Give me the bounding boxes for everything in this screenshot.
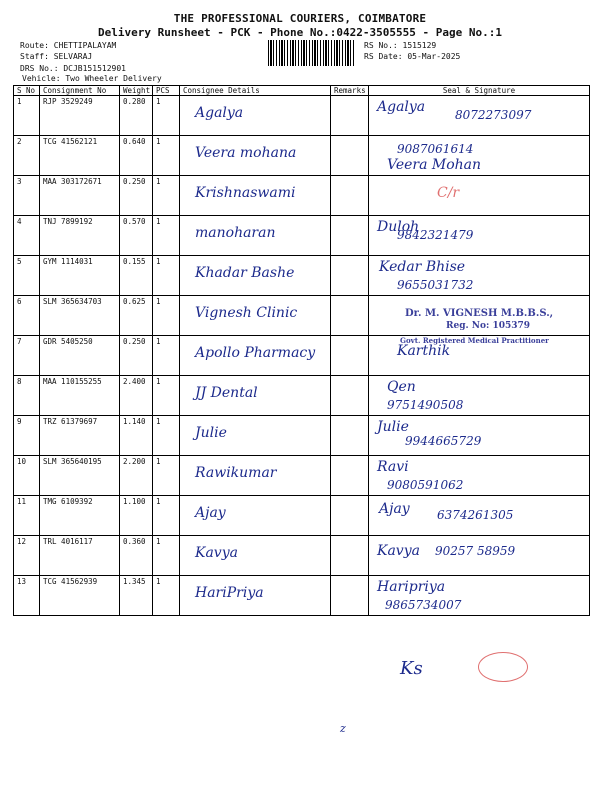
signature-phone: 9655031732: [397, 278, 474, 292]
cell-pcs: 1: [153, 136, 180, 176]
cell-consignment: TMG 6109392: [40, 496, 120, 536]
cell-pcs: 1: [153, 256, 180, 296]
consignee-handwriting: Vignesh Clinic: [195, 305, 298, 321]
cell-consignment: TNJ 7899192: [40, 216, 120, 256]
col-pcs: PCS: [153, 86, 180, 96]
cell-pcs: 1: [153, 576, 180, 616]
col-consignee: Consignee Details: [180, 86, 331, 96]
rs-date: RS Date: 05-Mar-2025: [364, 52, 461, 61]
cell-signature: [369, 136, 590, 176]
cell-sno: 6: [14, 296, 40, 336]
cell-weight: 2.400: [120, 376, 153, 416]
signature-handwriting: Karthik: [397, 343, 451, 359]
signature-handwriting: Ajay: [379, 501, 410, 517]
consignee-handwriting: Krishnaswami: [195, 185, 296, 201]
runsheet-table: [13, 85, 590, 616]
cell-signature: [369, 216, 590, 256]
table-row: [14, 456, 590, 496]
col-signature: Seal & Signature: [369, 86, 590, 96]
signature-handwriting: Agalya: [377, 99, 426, 115]
signature-handwriting: Qen: [387, 379, 416, 395]
cell-remarks: [331, 416, 369, 456]
table-row: [14, 256, 590, 296]
cell-sno: 10: [14, 456, 40, 496]
cell-sno: 5: [14, 256, 40, 296]
consignee-handwriting: Veera mohana: [195, 145, 297, 161]
signature-handwriting: Kavya: [377, 543, 420, 559]
col-consignment: Consignment No: [40, 86, 120, 96]
signature-phone: 9087061614: [397, 142, 474, 156]
cell-signature: [369, 576, 590, 616]
table-row: [14, 96, 590, 136]
consignee-handwriting: Rawikumar: [195, 465, 277, 481]
cell-remarks: [331, 376, 369, 416]
signature-handwriting: Julie: [377, 419, 409, 435]
col-sno: S No: [14, 86, 40, 96]
signature-phone: 9751490508: [387, 398, 464, 412]
consignee-handwriting: HariPriya: [195, 585, 264, 601]
consignee-handwriting: Kavya: [195, 545, 238, 561]
cell-consignment: GDR 5405250: [40, 336, 120, 376]
table-row: [14, 576, 590, 616]
consignee-handwriting: Julie: [195, 425, 227, 441]
cell-consignee: [180, 536, 331, 576]
consignee-handwriting: Khadar Bashe: [195, 265, 295, 281]
signature-phone: 9944665729: [405, 434, 482, 448]
cell-pcs: 1: [153, 296, 180, 336]
cell-consignee: [180, 576, 331, 616]
cell-consignee: [180, 96, 331, 136]
signature-handwriting: Duloh: [377, 219, 420, 235]
vehicle-label: Vehicle: Two Wheeler Delivery: [22, 74, 162, 83]
table-row: [14, 416, 590, 456]
table-row: [14, 376, 590, 416]
stamp-name: Dr. M. VIGNESH M.B.B.S.,: [405, 308, 554, 319]
cell-consignee: [180, 176, 331, 216]
cell-consignment: MAA 303172671: [40, 176, 120, 216]
col-remarks: Remarks: [331, 86, 369, 96]
cell-signature: [369, 456, 590, 496]
cell-consignee: [180, 456, 331, 496]
footer-initials: Ks: [400, 658, 423, 679]
cell-remarks: [331, 296, 369, 336]
cell-sno: 4: [14, 216, 40, 256]
cell-sno: 13: [14, 576, 40, 616]
cell-pcs: 1: [153, 216, 180, 256]
table-row: [14, 496, 590, 536]
red-ink-mark: [478, 652, 528, 682]
signature-handwriting: C/r: [437, 185, 460, 201]
table-row: [14, 176, 590, 216]
signature-handwriting: Veera Mohan: [387, 157, 482, 173]
cell-remarks: [331, 336, 369, 376]
cell-sno: 8: [14, 376, 40, 416]
cell-consignment: SLM 365634703: [40, 296, 120, 336]
cell-consignment: RJP 3529249: [40, 96, 120, 136]
cell-pcs: 1: [153, 336, 180, 376]
cell-consignment: SLM 365640195: [40, 456, 120, 496]
cell-consignee: [180, 376, 331, 416]
cell-sno: 12: [14, 536, 40, 576]
cell-consignee: [180, 296, 331, 336]
cell-consignment: TCG 41562939: [40, 576, 120, 616]
cell-signature: [369, 536, 590, 576]
cell-pcs: 1: [153, 416, 180, 456]
cell-remarks: [331, 456, 369, 496]
cell-consignee: [180, 336, 331, 376]
cell-pcs: 1: [153, 176, 180, 216]
cell-signature: [369, 176, 590, 216]
cell-weight: 1.100: [120, 496, 153, 536]
cell-remarks: [331, 176, 369, 216]
consignee-handwriting: JJ Dental: [195, 385, 258, 401]
cell-sno: 3: [14, 176, 40, 216]
cell-weight: 0.155: [120, 256, 153, 296]
cell-sno: 2: [14, 136, 40, 176]
cell-weight: 2.200: [120, 456, 153, 496]
rs-number: RS No.: 1515129: [364, 41, 437, 50]
cell-sno: 7: [14, 336, 40, 376]
cell-remarks: [331, 576, 369, 616]
footer-mark: z: [340, 722, 346, 735]
cell-consignment: TRL 4016117: [40, 536, 120, 576]
signature-phone: 6374261305: [437, 508, 514, 522]
cell-consignment: MAA 110155255: [40, 376, 120, 416]
cell-remarks: [331, 136, 369, 176]
cell-consignment: TRZ 61379697: [40, 416, 120, 456]
signature-handwriting: Kedar Bhise: [379, 259, 466, 275]
cell-weight: 1.345: [120, 576, 153, 616]
cell-signature: [369, 96, 590, 136]
cell-signature: [369, 416, 590, 456]
stamp-role: Govt. Registered Medical Practitioner: [400, 336, 549, 345]
cell-pcs: 1: [153, 376, 180, 416]
consignee-handwriting: Ajay: [195, 505, 226, 521]
signature-phone: 90257 58959: [435, 544, 516, 558]
table-header-row: [14, 86, 590, 96]
cell-sno: 9: [14, 416, 40, 456]
cell-consignee: [180, 416, 331, 456]
cell-weight: 0.625: [120, 296, 153, 336]
staff-label: Staff: SELVARAJ: [20, 52, 93, 61]
cell-remarks: [331, 96, 369, 136]
cell-pcs: 1: [153, 96, 180, 136]
cell-consignee: [180, 216, 331, 256]
cell-remarks: [331, 256, 369, 296]
cell-consignee: [180, 496, 331, 536]
cell-signature: [369, 256, 590, 296]
col-weight: Weight: [120, 86, 153, 96]
table-row: [14, 216, 590, 256]
consignee-handwriting: manoharan: [195, 225, 276, 241]
cell-pcs: 1: [153, 496, 180, 536]
cell-remarks: [331, 216, 369, 256]
cell-weight: 0.360: [120, 536, 153, 576]
signature-phone: 9865734007: [385, 598, 462, 612]
cell-sno: 11: [14, 496, 40, 536]
signature-handwriting: Haripriya: [377, 579, 446, 595]
cell-weight: 1.140: [120, 416, 153, 456]
cell-sno: 1: [14, 96, 40, 136]
signature-handwriting: Ravi: [377, 459, 409, 475]
cell-consignment: GYM 1114031: [40, 256, 120, 296]
company-title: THE PROFESSIONAL COURIERS, COIMBATORE: [173, 12, 427, 25]
cell-weight: 0.280: [120, 96, 153, 136]
signature-phone: 9842321479: [397, 228, 474, 242]
barcode: [268, 40, 354, 66]
signature-phone: 8072273097: [455, 108, 532, 122]
cell-consignee: [180, 136, 331, 176]
runsheet-subtitle: Delivery Runsheet - PCK - Phone No.:0422-3505555 - Page No.:1: [98, 26, 502, 39]
signature-phone: 9080591062: [387, 478, 464, 492]
cell-weight: 0.640: [120, 136, 153, 176]
cell-weight: 0.250: [120, 176, 153, 216]
consignee-handwriting: Agalya: [195, 105, 244, 121]
drs-number: DRS No.: DCJB151512901: [20, 64, 126, 73]
table-row: [14, 136, 590, 176]
cell-signature: [369, 496, 590, 536]
cell-remarks: [331, 536, 369, 576]
consignee-handwriting: Apollo Pharmacy: [195, 345, 316, 361]
cell-consignee: [180, 256, 331, 296]
cell-pcs: 1: [153, 536, 180, 576]
cell-pcs: 1: [153, 456, 180, 496]
cell-signature: [369, 376, 590, 416]
cell-remarks: [331, 496, 369, 536]
table-row: [14, 536, 590, 576]
cell-weight: 0.570: [120, 216, 153, 256]
route-label: Route: CHETTIPALAYAM: [20, 41, 117, 50]
stamp-reg: Reg. No: 105379: [446, 321, 531, 331]
cell-consignment: TCG 41562121: [40, 136, 120, 176]
cell-weight: 0.250: [120, 336, 153, 376]
